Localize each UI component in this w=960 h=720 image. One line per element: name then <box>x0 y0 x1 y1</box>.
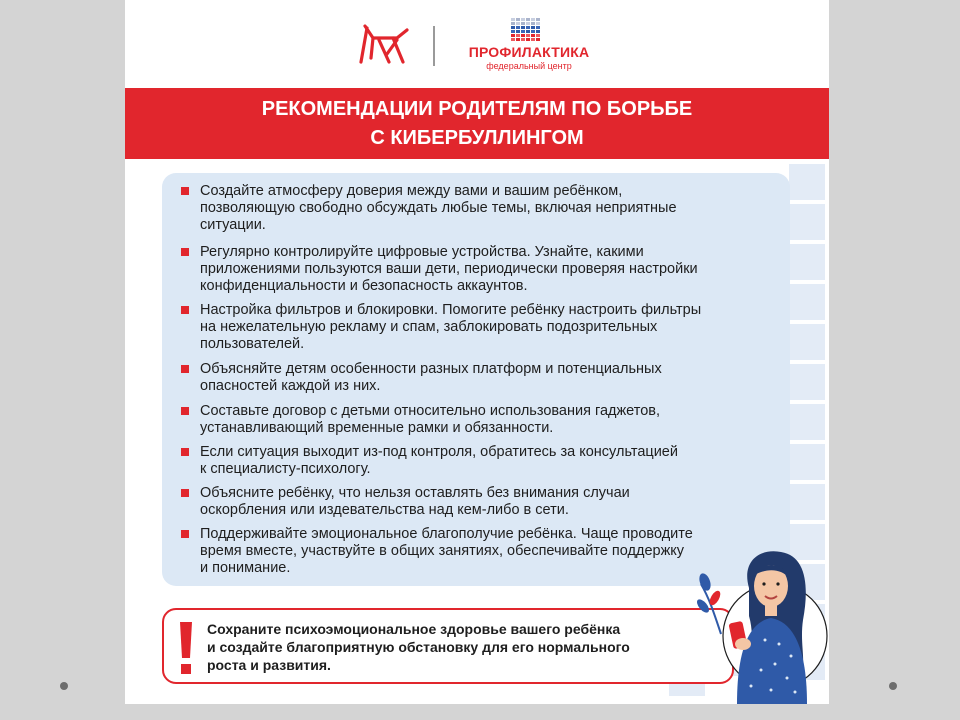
alert-line: роста и развития. <box>207 657 331 673</box>
exclamation-icon <box>174 620 198 676</box>
bullet-marker <box>181 530 189 538</box>
list-item-line: время вместе, участвуйте в общих занятиях, обеспечивайте поддержку <box>200 543 685 559</box>
slide-nav-dot-right[interactable] <box>889 682 897 690</box>
header <box>125 0 829 88</box>
list-item-line: Объясняйте детям особенности разных платформ и потенциальных <box>200 361 662 377</box>
poster-card <box>125 0 829 704</box>
bullet-marker <box>181 407 189 415</box>
chair-emblem-icon <box>357 18 413 68</box>
list-item-line: Создайте атмосферу доверия между вами и вашим ребёнком, <box>200 183 623 199</box>
title-line-2: С КИБЕРБУЛЛИНГОМ <box>370 127 584 149</box>
list-item-line: Регулярно контролируйте цифровые устройства. Узнайте, какими <box>200 244 644 260</box>
list-item-line: Объясните ребёнку, что нельзя оставлять без внимания случаи <box>200 485 630 501</box>
bullet-marker <box>181 306 189 314</box>
list-item-line: позволяющую свободно обсуждать любые темы, включая неприятные <box>200 200 677 216</box>
page-title <box>125 88 829 159</box>
list-item-line: конфиденциальности и безопасность аккаунтов. <box>200 278 528 294</box>
list-item-line: пользователей. <box>200 336 305 352</box>
logo-separator <box>433 26 435 66</box>
bullet-marker <box>181 448 189 456</box>
grid-flag-icon <box>511 18 541 42</box>
list-item-line: опасностей каждой из них. <box>200 378 381 394</box>
list-item-line: Поддерживайте эмоциональное благополучие ребёнка. Чаще проводите <box>200 526 693 542</box>
brand-name: ПРОФИЛАКТИКА <box>468 44 590 60</box>
bullet-marker <box>181 489 189 497</box>
bullet-marker <box>181 187 189 195</box>
alert-box <box>162 608 734 684</box>
list-item-line: к специалисту-психологу. <box>200 461 371 477</box>
alert-line: и создайте благоприятную обстановку для его нормального <box>207 639 630 655</box>
list-item-line: на нежелательную рекламу и спам, заблокировать подозрительных <box>200 319 658 335</box>
list-item-line: и понимание. <box>200 560 291 576</box>
list-item-line: Если ситуация выходит из-под контроля, обратитесь за консультацией <box>200 444 678 460</box>
list-item-line: Настройка фильтров и блокировки. Помогите ребёнку настроить фильтры <box>200 302 702 318</box>
woman-with-phone-illustration <box>691 540 829 704</box>
list-item-line: приложениями пользуются ваши дети, периодически проверяя настройки <box>200 261 698 277</box>
brand-subtitle: федеральный центр <box>486 61 572 71</box>
bullet-marker <box>181 248 189 256</box>
slide-nav-dot-left[interactable] <box>60 682 68 690</box>
alert-line: Сохраните психоэмоциональное здоровье вашего ребёнка <box>207 621 621 637</box>
list-item-line: Составьте договор с детьми относительно использования гаджетов, <box>200 403 661 419</box>
list-item-line: оскорбления или издевательства над кем-либо в сети. <box>200 502 569 518</box>
list-item-line: устанавливающий временные рамки и обязанности. <box>200 420 554 436</box>
bullet-marker <box>181 365 189 373</box>
title-line-1: РЕКОМЕНДАЦИИ РОДИТЕЛЯМ ПО БОРЬБЕ <box>261 98 693 120</box>
list-item-line: ситуации. <box>200 217 266 233</box>
